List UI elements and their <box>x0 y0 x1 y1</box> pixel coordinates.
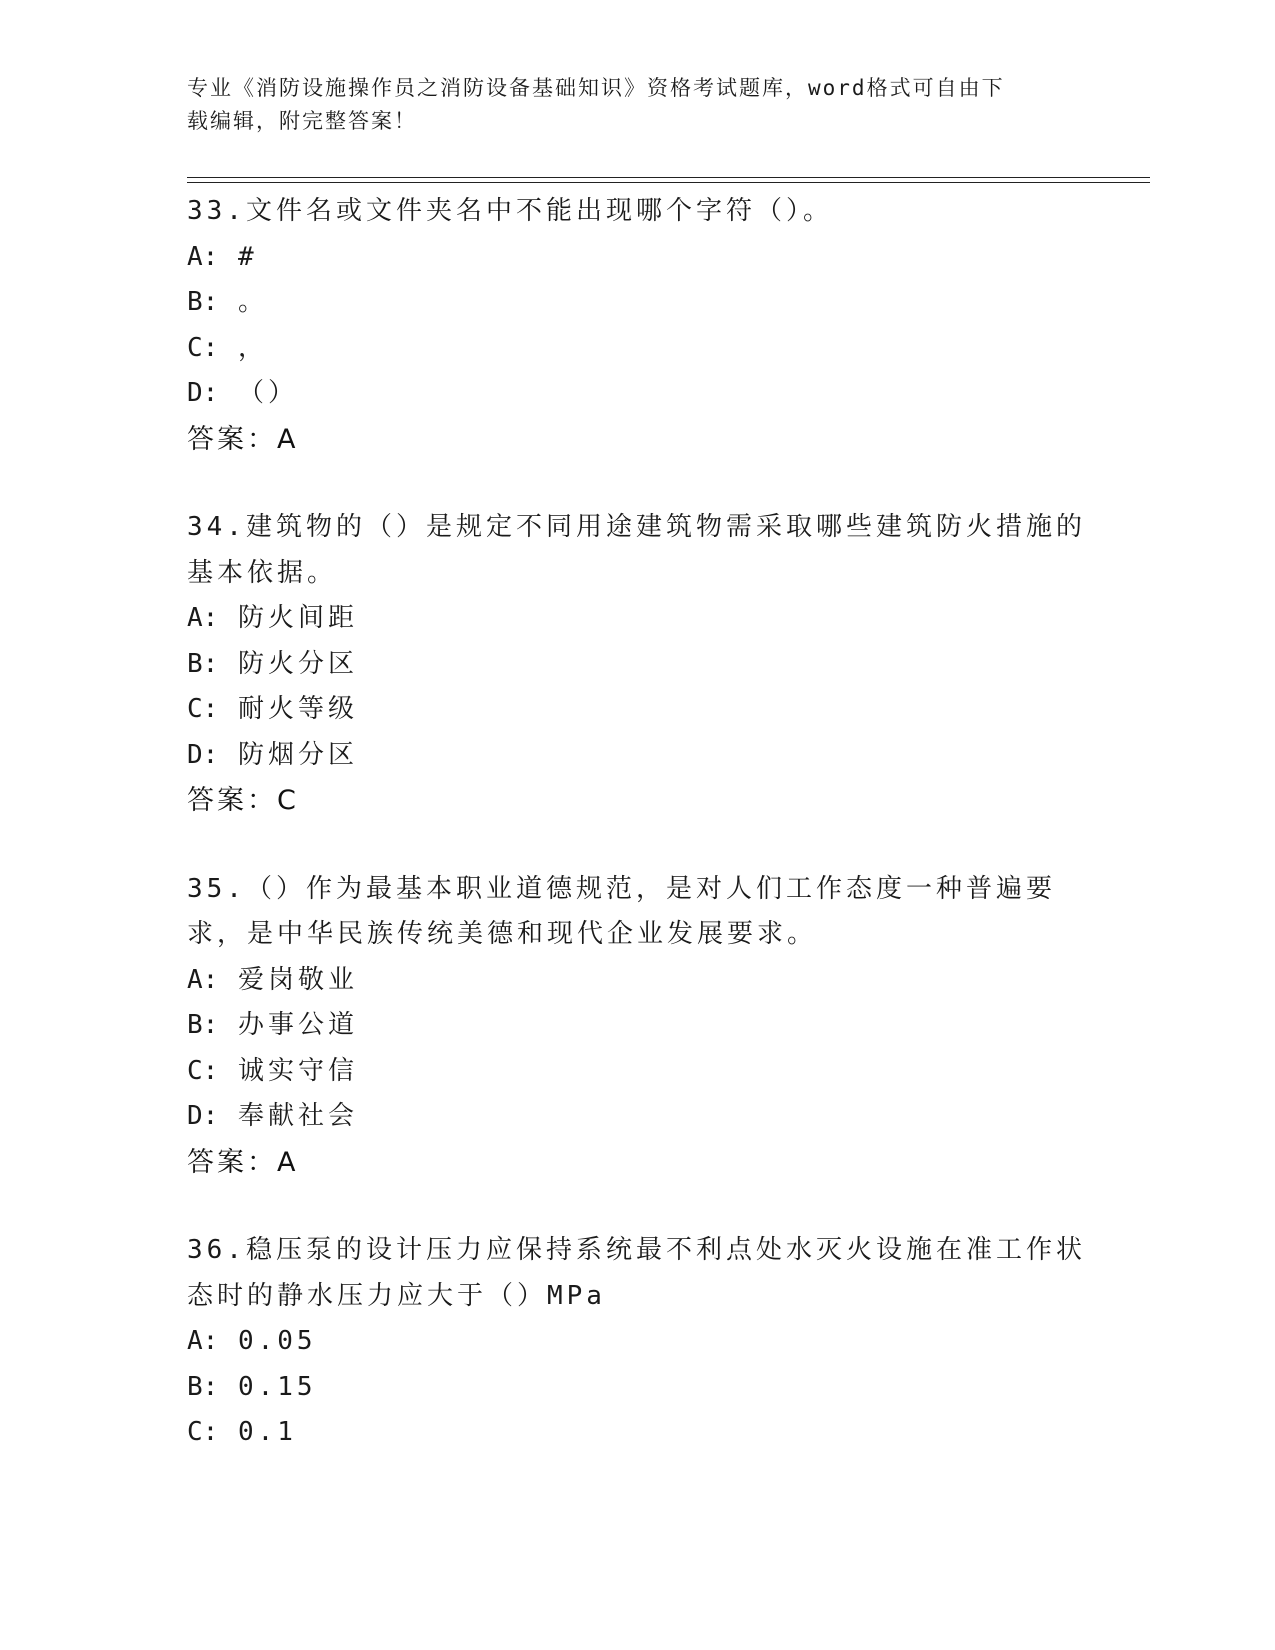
option-text: 爱岗敬业 <box>237 964 358 995</box>
option-text: （） <box>237 378 298 408</box>
option-c <box>187 326 1087 372</box>
answer-line: 答案：A <box>187 423 299 455</box>
option-a <box>187 596 1087 642</box>
option-text: 0.15 <box>237 1371 317 1402</box>
option-c <box>187 687 1087 733</box>
question-stem: 34.建筑物的（）是规定不同用途建筑物需采取哪些建筑防火措施的基本依据。 <box>187 512 1086 588</box>
question-35 <box>187 867 1087 1186</box>
option-text: 防火间距 <box>237 603 358 633</box>
question-stem: 33.文件名或文件夹名中不能出现哪个字符（）。 <box>187 196 833 226</box>
option-key: C: <box>187 1417 219 1447</box>
option-a <box>187 235 1087 281</box>
option-text: # <box>237 241 258 272</box>
option-key: D: <box>187 1101 219 1131</box>
option-c <box>187 1049 1087 1095</box>
question-stem: 35.（）作为最基本职业道德规范，是对人们工作态度一种普遍要求，是中华民族传统美德和现代企业发展要求。 <box>187 873 1056 949</box>
option-d <box>187 1094 1087 1140</box>
option-text: 0.1 <box>237 1417 297 1447</box>
header-divider-bottom <box>187 182 1150 183</box>
answer-line: 答案：C <box>187 785 299 816</box>
document-header <box>187 72 1067 138</box>
option-key: C: <box>187 694 219 724</box>
option-key: C: <box>187 332 219 363</box>
header-divider-top <box>187 177 1150 178</box>
option-text: 奉献社会 <box>237 1101 358 1131</box>
question-stem: 36.稳压泵的设计压力应保持系统最不利点处水灭火设施在准工作状态时的静水压力应大于（）MPa <box>187 1235 1086 1311</box>
header-line-2: 载编辑，附完整答案！ <box>187 109 417 133</box>
answer-line: 答案：A <box>187 1146 299 1178</box>
option-text: 耐火等级 <box>237 694 358 724</box>
option-d <box>187 371 1087 417</box>
option-text: 0.05 <box>237 1326 317 1356</box>
option-key: D: <box>187 378 219 408</box>
option-key: B: <box>187 1010 219 1040</box>
option-key: D: <box>187 739 219 770</box>
option-b <box>187 1003 1087 1049</box>
option-a <box>187 1319 1087 1365</box>
option-b <box>187 642 1087 688</box>
option-b <box>187 280 1087 326</box>
question-33 <box>187 189 1087 462</box>
option-key: A: <box>187 1326 219 1356</box>
option-text: 诚实守信 <box>237 1055 358 1086</box>
header-line-1: 专业《消防设施操作员之消防设备基础知识》资格考试题库，word格式可自由下 <box>187 76 1005 100</box>
option-text: 办事公道 <box>237 1010 358 1040</box>
option-text: 。 <box>237 287 268 317</box>
question-list <box>187 189 1087 1499</box>
option-key: A: <box>187 241 219 272</box>
option-d <box>187 733 1087 779</box>
option-key: B: <box>187 648 219 679</box>
option-c <box>187 1410 1087 1456</box>
option-text: 防烟分区 <box>237 739 358 770</box>
option-b <box>187 1365 1087 1411</box>
option-text: 防火分区 <box>237 648 358 679</box>
option-key: A: <box>187 603 219 633</box>
option-text: ， <box>237 332 268 363</box>
option-a <box>187 958 1087 1004</box>
option-key: B: <box>187 287 219 317</box>
option-key: B: <box>187 1371 219 1402</box>
question-36 <box>187 1228 1087 1456</box>
question-34 <box>187 505 1087 824</box>
option-key: A: <box>187 964 219 995</box>
option-key: C: <box>187 1055 219 1086</box>
